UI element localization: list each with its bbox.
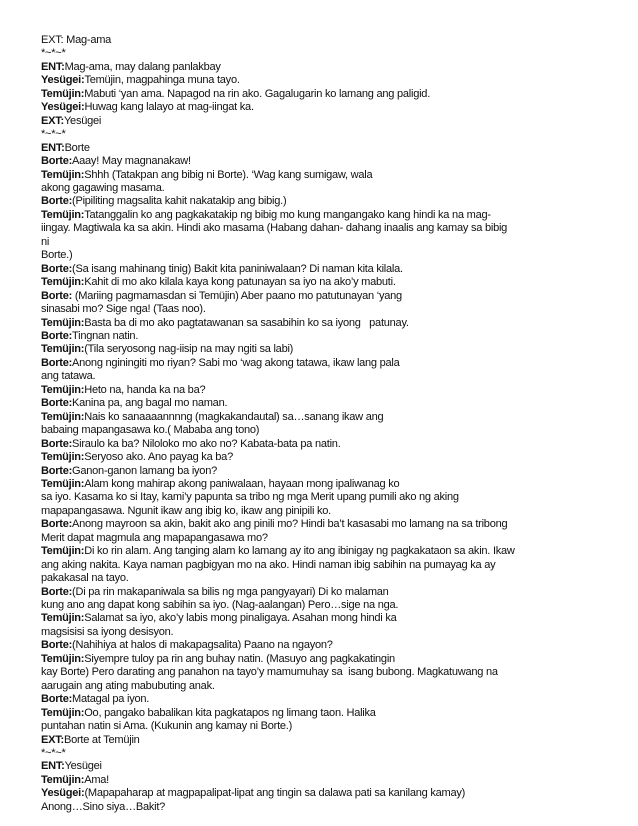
line-text: Siraulo ka ba? Niloloko mo ako no? Kabata-bata pa natin. bbox=[72, 437, 341, 450]
speaker-label: Borte: bbox=[41, 289, 73, 302]
script-line bbox=[41, 61, 621, 74]
speaker-label: Yesügei: bbox=[41, 787, 85, 800]
script-line bbox=[41, 612, 621, 625]
script-line bbox=[41, 411, 621, 424]
speaker-label: Temüjin: bbox=[41, 773, 85, 786]
script-line bbox=[41, 182, 621, 195]
line-text: Yesügei bbox=[64, 760, 102, 773]
script-line bbox=[41, 74, 621, 87]
speaker-label: Temüjin: bbox=[41, 410, 85, 423]
script-line bbox=[41, 290, 621, 303]
line-text: kay Borte) Pero darating ang panahon na tayo’y mamumuhay sa isang bubong. Magkatuwang na bbox=[41, 666, 498, 679]
line-text: ang aking nakita. Kaya naman pagbigyan mo na ako. Hindi naman ibig sabihin na pumayag ka ay bbox=[41, 558, 496, 571]
line-text: magsisisi sa iyong desisyon. bbox=[41, 625, 174, 638]
speaker-label: Borte: bbox=[41, 397, 73, 410]
line-text: Temüjin, magpahinga muna tayo. bbox=[84, 74, 240, 87]
line-text: (Mapapaharap at magpapalipat-lipat ang tingin sa dalawa pati sa kanilang kamay) bbox=[84, 787, 466, 800]
line-text: kung ano ang dapat kong sabihin sa iyo. (Nag-aalangan) Pero…sige na nga. bbox=[41, 599, 399, 612]
script-line bbox=[41, 169, 621, 182]
speaker-label: Borte: bbox=[41, 155, 73, 168]
script-line bbox=[41, 787, 621, 800]
script-line bbox=[41, 545, 621, 558]
script-line bbox=[41, 666, 621, 679]
speaker-label: Borte: bbox=[41, 518, 73, 531]
script-line bbox=[41, 532, 621, 545]
script-line bbox=[41, 693, 621, 706]
line-text: *~*~* bbox=[41, 47, 66, 60]
speaker-label: Temüjin: bbox=[41, 545, 85, 558]
script-line bbox=[41, 801, 621, 814]
line-text: Shhh (Tatakpan ang bibig ni Borte). ‘Wag kang sumigaw, wala bbox=[84, 168, 373, 181]
line-text: (Pipiliting magsalita kahit nakatakip ang bibig.) bbox=[72, 195, 287, 208]
script-line bbox=[41, 438, 621, 451]
line-text: Alam kong mahirap akong paniwalaan, hayaan mong ipaliwanag ko bbox=[84, 477, 400, 490]
script-line bbox=[41, 734, 621, 747]
speaker-label: EXT: bbox=[41, 114, 64, 127]
script-line bbox=[41, 303, 621, 316]
script-line bbox=[41, 505, 621, 518]
script-line bbox=[41, 276, 621, 289]
line-text: ni bbox=[41, 235, 50, 248]
line-text: (Sa isang mahinang tinig) Bakit kita paniniwalaan? Di naman kita kilala. bbox=[72, 262, 403, 275]
speaker-label: Temüjin: bbox=[41, 706, 85, 719]
speaker-label: Borte: bbox=[41, 329, 73, 342]
script-line bbox=[41, 249, 621, 262]
speaker-label: Borte: bbox=[41, 585, 73, 598]
script-line bbox=[41, 330, 621, 343]
line-text: mapapangasawa. Ngunit ikaw ang ibig ko, ikaw ang pinipili ko. bbox=[41, 504, 331, 517]
speaker-label: Borte: bbox=[41, 195, 73, 208]
line-text: Tatanggalin ko ang pagkakatakip ng bibig mo kung mangangako kang hindi ka na mag- bbox=[84, 208, 491, 221]
script-line bbox=[41, 128, 621, 141]
line-text: Huwag kang lalayo at mag-iingat ka. bbox=[84, 101, 254, 114]
line-text: Anong…Sino siya…Bakit? bbox=[41, 800, 166, 813]
speaker-label: Borte: bbox=[41, 693, 73, 706]
speaker-label: ENT: bbox=[41, 141, 65, 154]
line-text: Merit dapat magmula ang mapapangasawa mo? bbox=[41, 531, 268, 544]
script-line bbox=[41, 707, 621, 720]
script-line bbox=[41, 34, 621, 47]
line-text: Siyempre tuloy pa rin ang buhay natin. (Masuyo ang pagkakatingin bbox=[84, 652, 395, 665]
speaker-label: EXT: bbox=[41, 733, 64, 746]
script-line bbox=[41, 263, 621, 276]
script-line bbox=[41, 47, 621, 60]
script-line bbox=[41, 639, 621, 652]
line-text: sinasabi mo? Sige nga! (Taas noo). bbox=[41, 303, 206, 316]
speaker-label: Temüjin: bbox=[41, 451, 85, 464]
speaker-label: Borte: bbox=[41, 464, 73, 477]
line-text: (Di pa rin makapaniwala sa bilis ng mga pangyayari) Di ko malaman bbox=[72, 585, 389, 598]
line-text: (Nahihiya at halos di makapagsalita) Paano na ngayon? bbox=[72, 639, 333, 652]
script-line bbox=[41, 343, 621, 356]
line-text: Kanina pa, ang bagal mo naman. bbox=[72, 397, 228, 410]
script-line bbox=[41, 317, 621, 330]
script-line bbox=[41, 384, 621, 397]
speaker-label: Temüjin: bbox=[41, 383, 85, 396]
speaker-label: Borte: bbox=[41, 262, 73, 275]
script-line bbox=[41, 142, 621, 155]
script-line bbox=[41, 626, 621, 639]
script-line bbox=[41, 518, 621, 531]
script-line bbox=[41, 491, 621, 504]
script-line bbox=[41, 559, 621, 572]
line-text: Aaay! May magnanakaw! bbox=[72, 155, 191, 168]
line-text: Mag-ama, may dalang panlakbay bbox=[64, 60, 221, 73]
speaker-label: Temüjin: bbox=[41, 87, 85, 100]
line-text: Seryoso ako. Ano payag ka ba? bbox=[84, 451, 233, 464]
script-line bbox=[41, 357, 621, 370]
line-text: pakakasal na tayo. bbox=[41, 572, 129, 585]
script-line bbox=[41, 720, 621, 733]
speaker-label: Temüjin: bbox=[41, 477, 85, 490]
line-text: Ama! bbox=[84, 773, 110, 786]
line-text: Nais ko sanaaaannnng (magkakandautal) sa…sanang ikaw ang bbox=[84, 410, 384, 423]
speaker-label: Temüjin: bbox=[41, 208, 85, 221]
speaker-label: Borte: bbox=[41, 639, 73, 652]
line-text: *~*~* bbox=[41, 128, 66, 141]
script-line bbox=[41, 101, 621, 114]
line-text: *~*~* bbox=[41, 747, 66, 760]
script-line bbox=[41, 115, 621, 128]
script-line bbox=[41, 478, 621, 491]
line-text: sa iyo. Kasama ko si Itay, kami’y papunta sa tribo ng mga Merit upang pumili ako ng aking bbox=[41, 491, 459, 504]
line-text: iingay. Magtiwala ka sa akin. Hindi ako masama (Habang dahan- dahang inaalis ang kamay sa bibig bbox=[41, 222, 508, 235]
script-line bbox=[41, 586, 621, 599]
script-line bbox=[41, 774, 621, 787]
line-text: Mabuti ‘yan ama. Napagod na rin ako. Gagalugarin ko lamang ang paligid. bbox=[84, 87, 431, 100]
line-text: Anong mayroon sa akin, bakit ako ang pinili mo? Hindi ba’t kasasabi mo lamang na sa tribong bbox=[72, 518, 508, 531]
script-line bbox=[41, 465, 621, 478]
line-text: Yesügei bbox=[63, 114, 102, 127]
script-line bbox=[41, 680, 621, 693]
speaker-label: Borte: bbox=[41, 437, 73, 450]
script-line bbox=[41, 653, 621, 666]
speaker-label: Temüjin: bbox=[41, 168, 85, 181]
script-line bbox=[41, 209, 621, 222]
speaker-label: ENT: bbox=[41, 760, 65, 773]
line-text: Matagal pa iyon. bbox=[72, 693, 150, 706]
line-text: Heto na, handa ka na ba? bbox=[84, 383, 206, 396]
script-line bbox=[41, 747, 621, 760]
speaker-label: Yesügei: bbox=[41, 101, 85, 114]
script-line bbox=[41, 760, 621, 773]
script-line bbox=[41, 236, 621, 249]
line-text: (Tila seryosong nag-iisip na may ngiti sa labi) bbox=[84, 343, 294, 356]
line-text: Oo, pangako babalikan kita pagkatapos ng limang taon. Halika bbox=[84, 706, 376, 719]
line-text: Tingnan natin. bbox=[72, 329, 139, 342]
line-text: Borte at Temüjin bbox=[63, 733, 140, 746]
line-text: Ganon-ganon lamang ba iyon? bbox=[72, 464, 217, 477]
line-text: (Mariing pagmamasdan si Temüjin) Aber paano mo patutunayan ‘yang bbox=[72, 289, 402, 302]
line-text: ang tatawa. bbox=[41, 370, 96, 383]
line-text: EXT: Mag-ama bbox=[41, 34, 112, 46]
speaker-label: Temüjin: bbox=[41, 276, 85, 289]
script-line bbox=[41, 88, 621, 101]
line-text: Anong nginingiti mo riyan? Sabi mo ‘wag akong tatawa, ikaw lang pala bbox=[72, 356, 400, 369]
script-line bbox=[41, 370, 621, 383]
script-line bbox=[41, 397, 621, 410]
script-line bbox=[41, 572, 621, 585]
speaker-label: ENT: bbox=[41, 60, 65, 73]
line-text: akong gagawing masama. bbox=[41, 181, 165, 194]
line-text: Borte.) bbox=[41, 249, 73, 262]
speaker-label: Yesügei: bbox=[41, 74, 85, 87]
line-text: Basta ba di mo ako pagtatawanan sa sasabihin ko sa iyong patunay. bbox=[84, 316, 409, 329]
speaker-label: Temüjin: bbox=[41, 612, 85, 625]
line-text: aarugain ang ating mabubuting anak. bbox=[41, 679, 215, 692]
script-line bbox=[41, 424, 621, 437]
line-text: Borte bbox=[64, 141, 90, 154]
line-text: Di ko rin alam. Ang tanging alam ko lamang ay ito ang ibinigay ng pagkakataon sa akin. Ikaw bbox=[84, 545, 515, 558]
line-text: babaing mapangasawa ko.( Mababa ang tono) bbox=[41, 424, 260, 437]
speaker-label: Temüjin: bbox=[41, 652, 85, 665]
script-line bbox=[41, 155, 621, 168]
speaker-label: Temüjin: bbox=[41, 343, 85, 356]
speaker-label: Temüjin: bbox=[41, 316, 85, 329]
line-text: Salamat sa iyo, ako’y labis mong pinaligaya. Asahan mong hindi ka bbox=[84, 612, 397, 625]
script-line bbox=[41, 451, 621, 464]
script-line bbox=[41, 599, 621, 612]
line-text: puntahan natin si Ama. (Kukunin ang kamay ni Borte.) bbox=[41, 720, 293, 733]
script-line bbox=[41, 222, 621, 235]
speaker-label: Borte: bbox=[41, 356, 73, 369]
script-document bbox=[41, 34, 621, 814]
script-line bbox=[41, 195, 621, 208]
line-text: Kahit di mo ako kilala kaya kong patunayan sa iyo na ako’y mabuti. bbox=[84, 276, 396, 289]
